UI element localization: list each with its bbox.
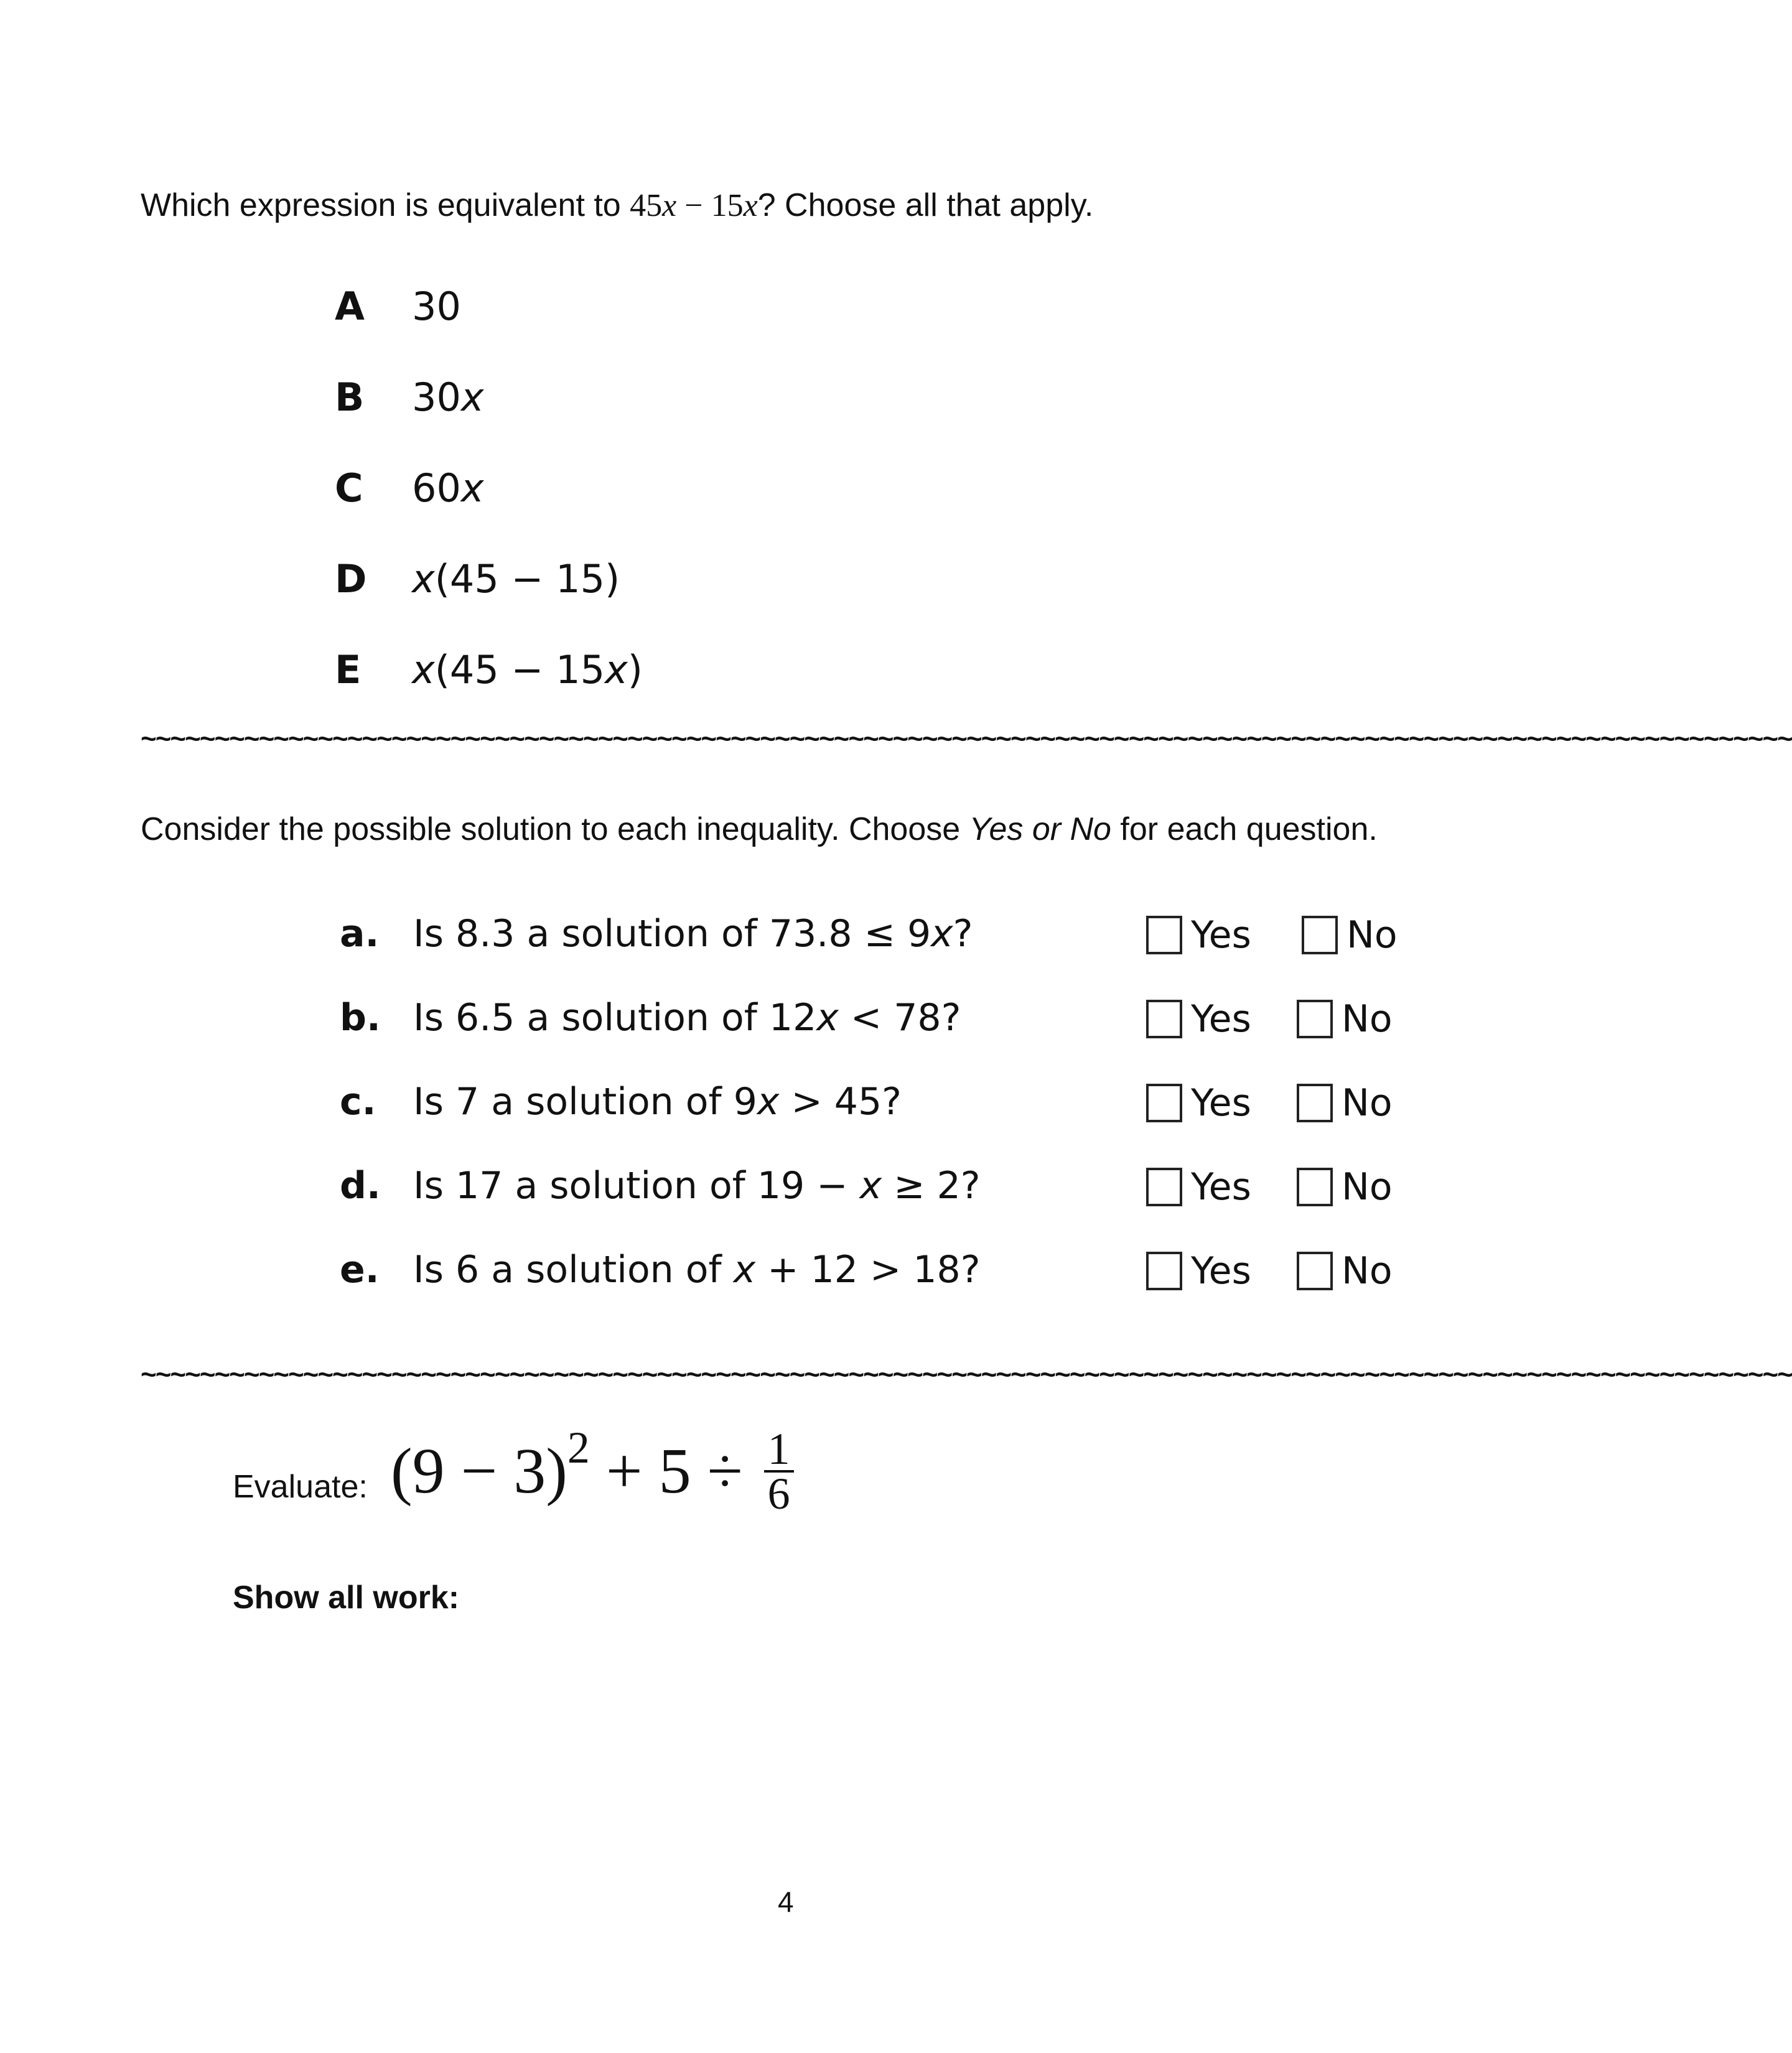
choice-text: x(45 − 15): [412, 556, 620, 602]
fraction-numerator: 1: [764, 1428, 794, 1473]
no-checkbox[interactable]: [1297, 1168, 1333, 1206]
fraction: [764, 1424, 794, 1519]
row-letter: a.: [340, 912, 380, 956]
choice-text: x(45 − 15x): [412, 647, 643, 692]
choice-letter: D: [335, 556, 367, 602]
yes-checkbox[interactable]: [1146, 1168, 1182, 1206]
no-checkbox[interactable]: [1302, 916, 1338, 954]
choice-b[interactable]: [335, 375, 484, 424]
inequality-row-e: [340, 1242, 1472, 1304]
evaluate-expression: [391, 1423, 794, 1534]
row-question: Is 6.5 a solution of 12x < 78?: [413, 996, 961, 1040]
row-letter: e.: [340, 1248, 380, 1292]
yes-option[interactable]: [1146, 1165, 1251, 1209]
evaluate-label: Evaluate:: [233, 1469, 368, 1505]
no-option[interactable]: [1297, 1165, 1393, 1209]
no-label: No: [1342, 1081, 1393, 1125]
choice-letter: E: [335, 647, 362, 692]
no-option[interactable]: [1297, 1081, 1393, 1125]
q1-expr-op: −: [676, 188, 711, 223]
q1-expr-var1: x: [662, 188, 677, 223]
q2-prompt-italic: Yes or No: [969, 811, 1111, 847]
section-divider-1: ~~~~~~~~~~~~~~~~~~~~~~~~~~~~~~~~~~~~~~~~~~~~~~~~~~~~~~~~~~~~~~~~~~~~~~~~~~~~~~~~~~~~~~~~~~~~~~~~~~~~~~~~~~~~~~~~: [141, 724, 1792, 754]
yes-label: Yes: [1191, 913, 1251, 957]
inequality-row-a: [340, 906, 1472, 968]
q1-expression: [630, 188, 758, 223]
yes-checkbox[interactable]: [1146, 1000, 1182, 1038]
yes-label: Yes: [1191, 1249, 1251, 1293]
q1-expr-coef2: 15: [711, 188, 744, 223]
yes-option[interactable]: [1146, 1081, 1251, 1125]
choice-d[interactable]: [335, 556, 620, 606]
inequality-row-c: [340, 1074, 1472, 1136]
no-label: No: [1342, 1165, 1393, 1209]
q1-prompt-lead: Which expression is equivalent to: [141, 187, 630, 223]
inequality-row-d: [340, 1158, 1472, 1220]
choice-letter: C: [335, 465, 363, 511]
yes-label: Yes: [1191, 1081, 1251, 1125]
q1-expr-coef1: 45: [630, 188, 663, 223]
choice-c[interactable]: [335, 465, 484, 515]
no-option[interactable]: [1297, 997, 1393, 1041]
row-letter: d.: [340, 1164, 381, 1208]
no-checkbox[interactable]: [1297, 1084, 1333, 1122]
row-question: Is 8.3 a solution of 73.8 ≤ 9x?: [413, 912, 973, 956]
no-checkbox[interactable]: [1297, 1252, 1333, 1290]
page-number: 4: [778, 1886, 794, 1918]
choice-text: 30: [412, 284, 461, 329]
no-label: No: [1342, 1249, 1393, 1293]
q2-prompt-lead: Consider the possible solution to each inequality. Choose: [141, 811, 969, 847]
choice-text: 30x: [412, 375, 484, 420]
yes-label: Yes: [1191, 1165, 1251, 1209]
row-question: Is 6 a solution of x + 12 > 18?: [413, 1248, 981, 1292]
expr-exponent: 2: [567, 1423, 590, 1473]
yes-option[interactable]: [1146, 913, 1251, 957]
choice-letter: B: [335, 375, 365, 420]
expr-rest: + 5 ÷: [589, 1435, 759, 1507]
yes-checkbox[interactable]: [1146, 1084, 1182, 1122]
choice-letter: A: [335, 284, 365, 329]
no-option[interactable]: [1302, 913, 1398, 957]
question-1-prompt: [141, 187, 1093, 224]
q1-expr-var2: x: [743, 188, 758, 223]
no-label: No: [1346, 913, 1398, 957]
expr-base: (9 − 3): [391, 1435, 567, 1507]
show-work-label: Show all work:: [233, 1580, 460, 1616]
no-checkbox[interactable]: [1297, 1000, 1333, 1038]
no-option[interactable]: [1297, 1249, 1393, 1293]
yes-option[interactable]: [1146, 1249, 1251, 1293]
row-question: Is 17 a solution of 19 − x ≥ 2?: [413, 1164, 981, 1208]
choice-e[interactable]: [335, 647, 643, 697]
yes-option[interactable]: [1146, 997, 1251, 1041]
yes-checkbox[interactable]: [1146, 916, 1182, 954]
fraction-denominator: 6: [767, 1469, 790, 1519]
yes-label: Yes: [1191, 997, 1251, 1041]
section-divider-2: ~~~~~~~~~~~~~~~~~~~~~~~~~~~~~~~~~~~~~~~~~~~~~~~~~~~~~~~~~~~~~~~~~~~~~~~~~~~~~~~~~~~~~~~~~~~~~~~~~~~~~~~~~~~~~~~~: [141, 1359, 1792, 1390]
q1-prompt-tail: ? Choose all that apply.: [757, 187, 1094, 223]
question-2-prompt: [141, 811, 1378, 848]
choice-text: 60x: [412, 465, 484, 511]
choice-a[interactable]: [335, 284, 461, 333]
q2-prompt-tail: for each question.: [1111, 811, 1378, 847]
no-label: No: [1342, 997, 1393, 1041]
row-letter: b.: [340, 996, 381, 1040]
row-letter: c.: [340, 1080, 376, 1124]
inequality-row-b: [340, 990, 1472, 1052]
row-question: Is 7 a solution of 9x > 45?: [413, 1080, 902, 1124]
yes-checkbox[interactable]: [1146, 1252, 1182, 1290]
